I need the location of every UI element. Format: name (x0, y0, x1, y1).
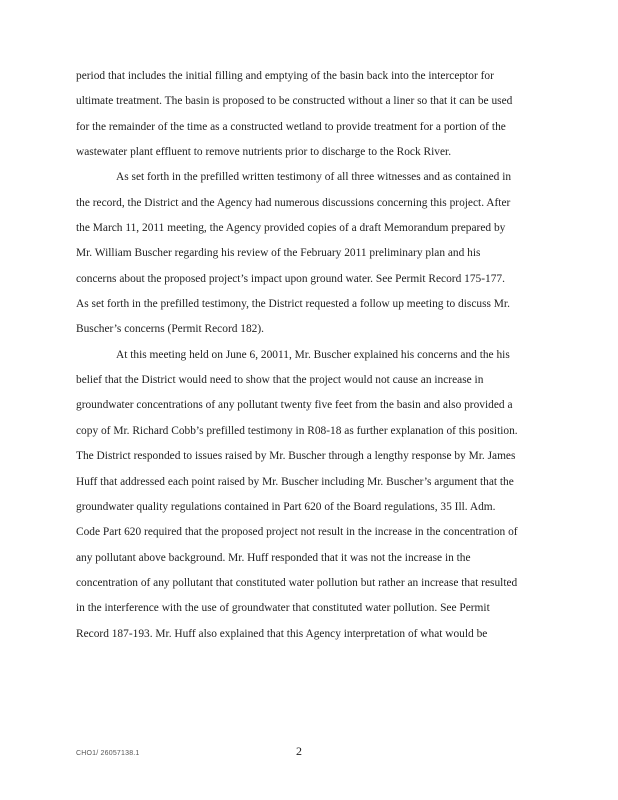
text-line: Buscher’s concerns (Permit Record 182). (76, 323, 265, 336)
text-line: for the remainder of the time as a constructed wetland to provide treatment for a portion of the (76, 120, 506, 133)
page-number: 2 (296, 744, 302, 758)
document-id-footer: CHO1/ 26057138.1 (76, 750, 140, 757)
text-line: ultimate treatment. The basin is proposed to be constructed without a liner so that it can be used (76, 95, 513, 108)
text-line: As set forth in the prefilled written testimony of all three witnesses and as contained in (116, 171, 512, 184)
text-line: concentration of any pollutant that constituted water pollution but rather an increase that resulted (76, 576, 518, 589)
text-line: Code Part 620 required that the proposed project not result in the increase in the concentration of (76, 526, 518, 539)
text-line: period that includes the initial filling and emptying of the basin back into the interceptor for (76, 70, 494, 82)
text-line: Mr. William Buscher regarding his review of the February 2011 preliminary plan and his (76, 247, 481, 260)
text-line: in the interference with the use of groundwater that constituted water pollution. See Permit (76, 602, 490, 615)
text-line: any pollutant above background. Mr. Huff responded that it was not the increase in the (76, 551, 471, 564)
document-body (76, 64, 546, 647)
text-line: The District responded to issues raised by Mr. Buscher through a lengthy response by Mr. James (76, 450, 516, 463)
text-line: Huff that addressed each point raised by Mr. Buscher including Mr. Buscher’s argument that the (76, 475, 514, 488)
text-line: copy of Mr. Richard Cobb’s prefilled testimony in R08-18 as further explanation of this position. (76, 424, 518, 437)
text-line: At this meeting held on June 6, 20011, Mr. Buscher explained his concerns and the his (116, 348, 510, 361)
text-line: the March 11, 2011 meeting, the Agency provided copies of a draft Memorandum prepared by (76, 222, 506, 235)
text-line: belief that the District would need to show that the project would not cause an increase in (76, 374, 484, 387)
text-line: wastewater plant effluent to remove nutrients prior to discharge to the Rock River. (76, 146, 452, 159)
text-line: Record 187-193. Mr. Huff also explained that this Agency interpretation of what would be (76, 627, 488, 640)
text-line: the record, the District and the Agency had numerous discussions concerning this project. After (76, 196, 511, 209)
text-line: concerns about the proposed project’s impact upon ground water. See Permit Record 175-177. (76, 272, 505, 285)
text-line: groundwater quality regulations contained in Part 620 of the Board regulations, 35 Ill. Adm. (76, 500, 496, 513)
text-line: As set forth in the prefilled testimony, the District requested a follow up meeting to discuss Mr. (76, 298, 510, 311)
text-line: groundwater concentrations of any pollutant twenty five feet from the basin and also provided a (76, 399, 513, 412)
